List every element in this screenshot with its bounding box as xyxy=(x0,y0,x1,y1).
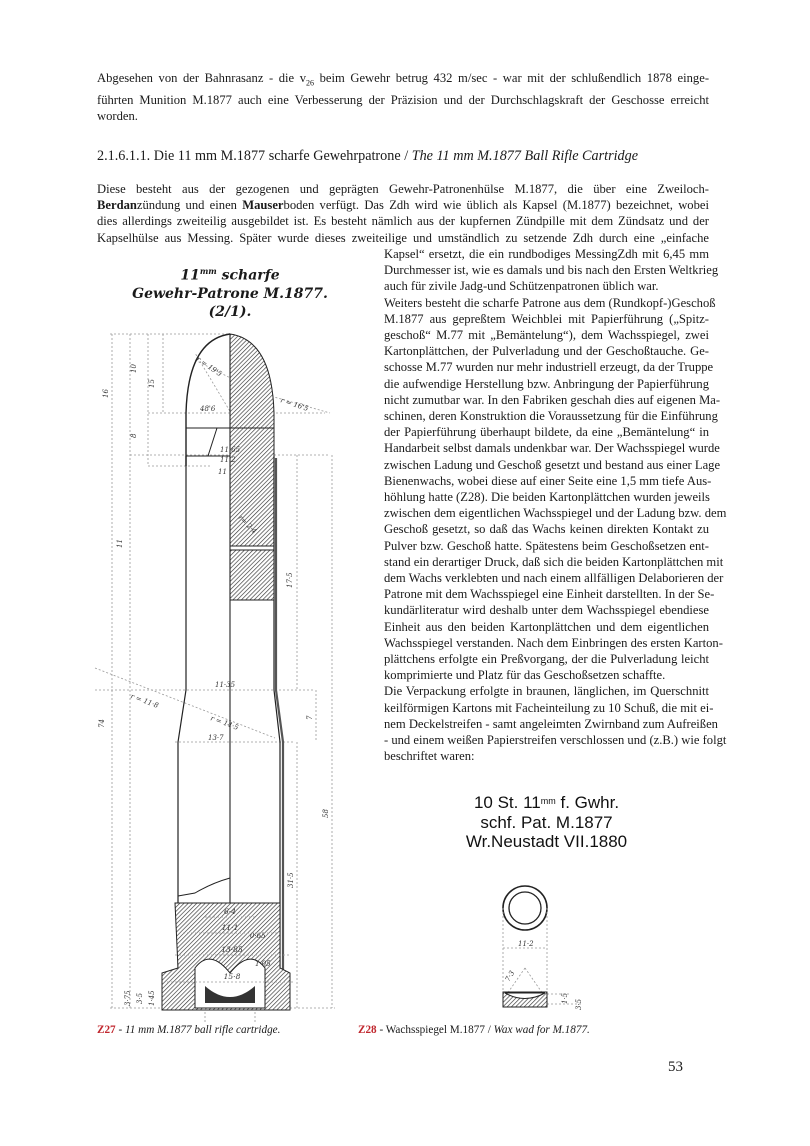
dim-17-5: 17·5 xyxy=(286,572,294,588)
intro-line xyxy=(97,70,709,92)
heading-english: The 11 mm M.1877 Ball Rifle Cartridge xyxy=(411,148,639,164)
dim-15-8: 15·8 xyxy=(223,972,241,981)
dim-13-85: 13·85 xyxy=(221,945,243,954)
column-line: geschoß“ M.77 mit „Bemäntelung“), dem Wachsspiegel, zwei xyxy=(384,328,709,343)
wad-dim-width: 11·2 xyxy=(518,940,534,948)
column-line: plättchens erfolgte ein Preßvorgang, der die Pulverladung leicht xyxy=(384,652,709,667)
dim-r-side: r = 16'5 xyxy=(279,396,310,413)
label-text: f. Gwhr. xyxy=(555,793,620,812)
body-text: boden verfügt. Das Zdh wird wie üblich als Kapsel (M.1877) bezeichnet, wobei xyxy=(283,198,709,213)
wad-dim-height: 3·5 xyxy=(575,998,583,1010)
drawing-title-text: 11 xyxy=(180,267,200,284)
column-line: Wachsspiegel verstanden. Nach dem Einbringen des ersten Karton- xyxy=(384,635,723,650)
dim-10: 10 xyxy=(130,364,138,373)
dim-3-75: 3·75 xyxy=(124,990,132,1006)
column-line: die aufwendige Herstellung bzw. Anbringung der Papierführung xyxy=(384,376,709,391)
wad-dim-radius: 7·3 xyxy=(503,969,517,983)
column-line: zwischen dem eigentlichen Wachsspiegel und der Ladung bzw. dem xyxy=(384,506,727,521)
body-line: Kapselhülse aus Messing. Später wurde dieses zweiteilige und umständlich zu setzende Zdh durch eine „einfache xyxy=(97,230,709,245)
column-line: dem Wachs verklebten und nach einem allfälligen Delaborieren der xyxy=(384,571,724,586)
column-line: Patrone mit dem Wachsspiegel eine Einheit darstellten. In der Se- xyxy=(384,587,715,602)
body-line: Diese besteht aus der gezogenen und geprägten Gewehr-Patronenhülse M.1877, die über eine Zweiloch- xyxy=(97,182,709,196)
dim-15: 15 xyxy=(148,379,156,388)
body-line: dies allerdings zweiteilig ausgebildet ist. Es besteht nämlich aus der kupfernen Zündpille mit dem Zündsatz und der xyxy=(97,214,709,229)
bold-term-mauser: Mauser xyxy=(242,198,284,213)
label-line xyxy=(384,793,709,813)
column-line: nicht zumutbar war. In den Fabriken geschah dies auf eigenen Ma- xyxy=(384,392,721,407)
dim-0-65: 0·65 xyxy=(250,932,266,940)
drawing-title-text: scharfe xyxy=(216,267,280,284)
intro-text: beim Gewehr betrug 432 m/sec - war mit der schlußendlich 1878 einge- xyxy=(314,71,710,85)
caption-text-english: Wax wad for M.1877. xyxy=(493,1024,590,1036)
column-line: keilförmigen Kartons mit Facheinteilung zu 10 Schuß, die mit ei- xyxy=(384,700,714,715)
dim-48-6: 48'6 xyxy=(200,405,216,413)
dim-r-2-4: r= 2·4 xyxy=(236,513,259,536)
dim-11-1: 11·1 xyxy=(221,923,239,932)
column-line: auch für zivile Jadg-und Schützenpatronen üblich war. xyxy=(384,279,659,294)
bold-term-berdan: Berdan xyxy=(97,198,137,213)
dim-11-side: 11 xyxy=(116,539,124,548)
column-line: Weiters besteht die scharfe Patrone aus dem (Rundkopf-)Geschoß xyxy=(384,295,716,310)
column-line: Geschoß gesetzt, so daß das Wachs keinen direkten Kontakt zu xyxy=(384,522,709,537)
column-line: stand ein derartiger Druck, daß sich die beiden Kartonplättchen mit xyxy=(384,554,724,569)
dim-r-11-8: r = 11·8 xyxy=(129,692,160,710)
column-line: beschriftet waren: xyxy=(384,749,475,764)
velocity-subscript: 26 xyxy=(306,78,315,88)
column-line: nem Deckelstreifen - samt angeleimten Zwirnband zum Aufreißen xyxy=(384,716,718,731)
dim-74: 74 xyxy=(98,719,106,728)
column-line: Handarbeit selbst damals undenkbar war. Der Wachsspiegel wurde xyxy=(384,441,720,456)
right-column-text xyxy=(384,246,727,765)
dim-11-2: 11·2 xyxy=(220,456,236,464)
intro-text: Abgesehen von der Bahnrasanz - die v xyxy=(97,71,307,85)
column-line: kundärliteratur wird deshalb unter dem Wachsspiegel ebendiese xyxy=(384,603,709,618)
cartridge-base-dims xyxy=(150,905,350,990)
dim-11: 11 xyxy=(218,468,227,476)
heading-german: 2.1.6.1.1. Die 11 mm M.1877 scharfe Gewehrpatrone xyxy=(97,148,401,164)
body-line xyxy=(97,197,709,213)
intro-line: führten Munition M.1877 auch eine Verbesserung der Präzision und der Durchschlagskraft der Geschosse erreicht xyxy=(97,92,709,107)
dim-3-5: 3·5 xyxy=(136,992,144,1004)
column-line: Pulver bzw. Geschoß hatte. Spätestens beim Geschoßsetzen ent- xyxy=(384,538,709,553)
column-line: höhlung hatte (Z28). Die beiden Kartonplättchen wurden jeweils xyxy=(384,490,710,505)
column-line: Einheit aus den beiden Kartonplättchen und dem eigentlichen xyxy=(384,619,709,634)
caption-z28 xyxy=(358,1023,590,1037)
dim-r-tip: r = 19'5 xyxy=(194,355,224,379)
dim-31-5: 31·5 xyxy=(287,872,295,888)
heading-separator: / xyxy=(400,148,412,164)
caption-text: - Wachsspiegel M.1877 xyxy=(376,1024,485,1036)
column-line: M.1877 aus gepreßtem Weichblei mit Papierführung („Spitz- xyxy=(384,311,709,326)
caption-z27 xyxy=(97,1023,280,1037)
column-line: Durchmesser ist, wie es damals und bis nach den Ersten Weltkrieg xyxy=(384,263,719,278)
caption-separator: / xyxy=(484,1024,494,1036)
label-line: schf. Pat. M.1877 xyxy=(480,812,613,832)
label-text: 10 St. 11 xyxy=(473,793,541,812)
section-heading xyxy=(97,147,709,165)
column-line: zwischen Ladung und Geschoß gesetzt und bestand aus einer Lage xyxy=(384,457,721,472)
drawing-title-sup: mm xyxy=(199,266,217,276)
dim-r-14-5: r = 14·5 xyxy=(209,714,240,732)
page-number: 53 xyxy=(668,1059,683,1075)
drawing-title-line: (2/1). xyxy=(208,303,252,320)
label-sup: mm xyxy=(540,796,556,806)
column-line: - und einem weißen Papierstreifen verschlossen und (z.B.) wie folgt xyxy=(384,733,727,748)
dim-7: 7 xyxy=(306,715,314,720)
drawing-title xyxy=(120,262,340,321)
figure-number: Z27 xyxy=(97,1024,116,1036)
intro-line: worden. xyxy=(97,108,138,123)
dim-1-45: 1·45 xyxy=(148,990,156,1006)
wax-wad-drawing xyxy=(485,880,595,1020)
dim-6-4: 6·4 xyxy=(224,907,236,916)
dim-8: 8 xyxy=(130,433,138,438)
column-line: schinen, deren Konstruktion die Voraussetzung für die Einführung xyxy=(384,409,718,424)
column-line: Die Verpackung erfolgte in braunen, länglichen, im Querschnitt xyxy=(384,684,709,699)
figure-number: Z28 xyxy=(358,1024,377,1036)
intro-paragraph xyxy=(97,70,709,124)
package-label xyxy=(384,793,709,852)
wad-dim-depth: 1·5 xyxy=(561,992,569,1004)
dim-13-7: 13·7 xyxy=(208,734,224,742)
body-paragraph xyxy=(97,181,709,246)
column-line: schosse M.77 wurden nur mehr industriell erzeugt, da der Truppe xyxy=(384,360,714,375)
label-line: Wr.Neustadt VII.1880 xyxy=(465,832,628,851)
drawing-title-line: Gewehr-Patrone M.1877. xyxy=(132,285,328,302)
column-line: der Papierführung überhaupt bildete, da eine „Bemäntelung“ in xyxy=(384,425,709,440)
dim-16: 16 xyxy=(102,389,110,398)
dim-11-65: 11·65 xyxy=(220,446,241,454)
column-line: Kartonplättchen, der Pulverladung und der Geschoßtauche. Ge- xyxy=(384,344,709,359)
drawing-title-line xyxy=(120,262,340,285)
column-line: komprimierte und Platz für das Geschoßsetzen schaffte. xyxy=(384,668,666,683)
column-line: Kapsel“ ersetzt, die ein rundbodiges MessingZdh mit 6,45 mm xyxy=(384,247,709,261)
dim-58: 58 xyxy=(322,809,330,818)
dim-11-35: 11·35 xyxy=(215,681,236,689)
dim-1-05: 1·05 xyxy=(255,960,271,968)
caption-text: - 11 mm M.1877 ball rifle cartridge. xyxy=(115,1024,281,1036)
body-text: zündung und einen xyxy=(136,198,243,213)
column-line: Bienenwachs, wobei diese auf einer Seite eine 1,5 mm tiefe Aus- xyxy=(384,473,712,488)
